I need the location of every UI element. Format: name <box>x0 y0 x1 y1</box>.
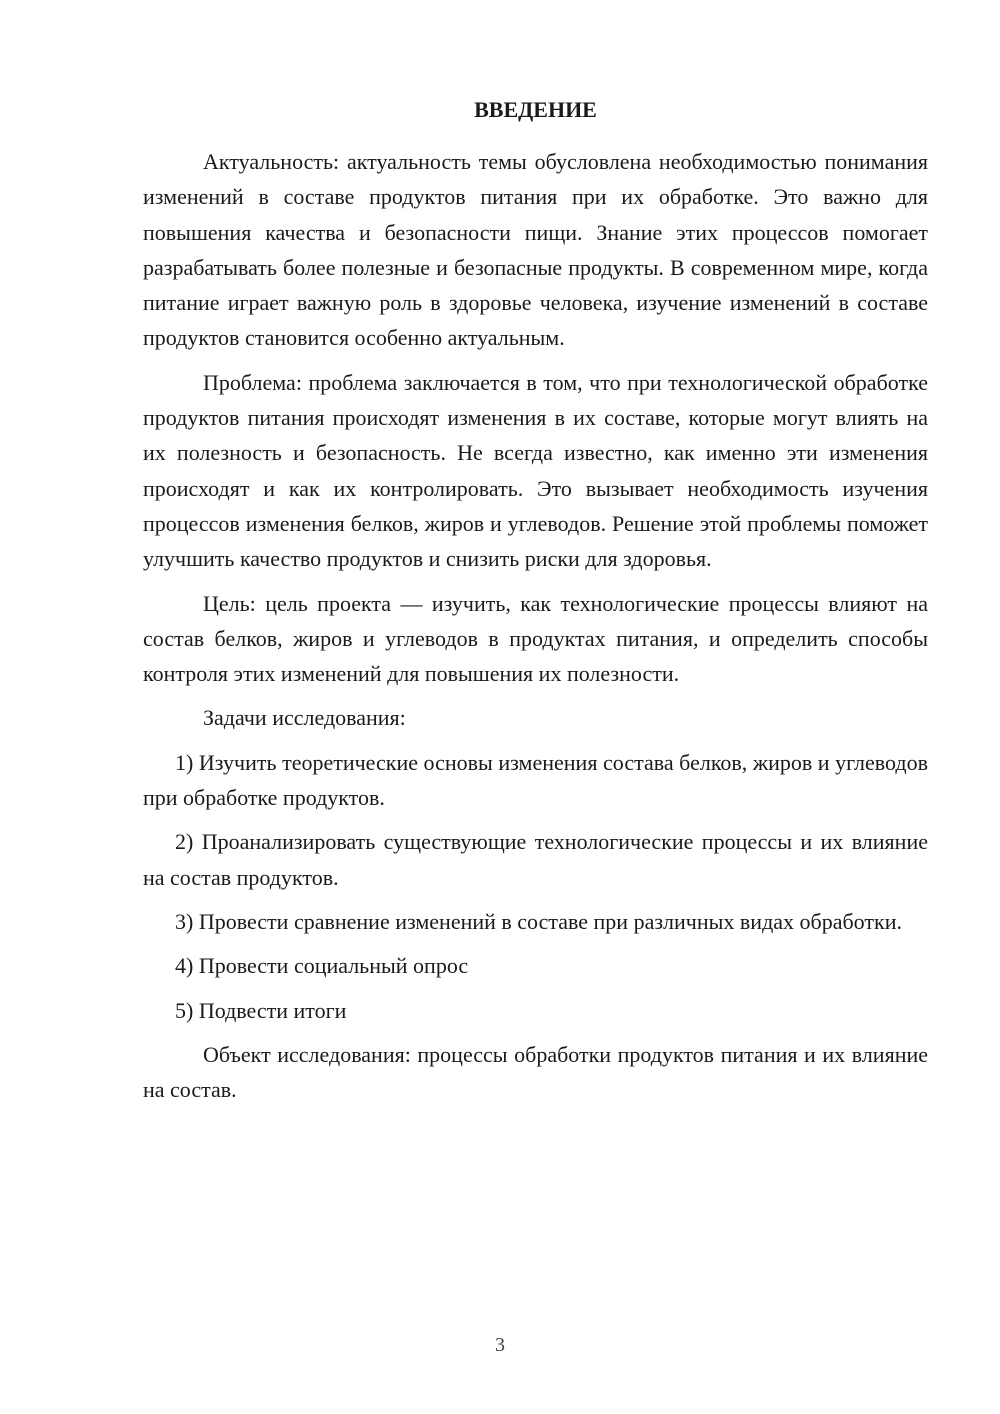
document-page <box>143 95 928 1116</box>
goal-paragraph: Цель: цель проекта — изучить, как технологические процессы влияют на состав белков, жиров и углеводов в продуктах питания, и определить способы контроля этих изменений для повышения их полезности. <box>143 590 928 687</box>
task-item-3: 3) Провести сравнение изменений в составе при различных видах обработки. <box>175 908 902 934</box>
task-item-5: 5) Подвести итоги <box>175 997 347 1023</box>
task-item-4: 4) Провести социальный опрос <box>175 953 469 979</box>
section-heading: ВВЕДЕНИЕ <box>474 97 597 122</box>
tasks-label: Задачи исследования: <box>203 705 406 731</box>
task-item-2: 2) Проанализировать существующие технологические процессы и их влияние на состав продуктов. <box>143 829 928 890</box>
relevance-paragraph: Актуальность: актуальность темы обусловлена необходимостью понимания изменений в составе продуктов питания при их обработке. Это важно для повышения качества и безопасности пищи. Знание этих процессов помогает разрабатывать более полезные и безопасные продукты. В современном мире, когда питание играет важную роль в здоровье человека, изучение изменений в составе продуктов становится особенно актуальным. <box>143 149 928 351</box>
problem-paragraph: Проблема: проблема заключается в том, что при технологической обработке продуктов питания происходят изменения в их составе, которые могут влиять на их полезность и безопасность. Не всегда известно, как именно эти изменения происходят и как их контролировать. Это вызывает необходимость изучения процессов изменения белков, жиров и углеводов. Решение этой проблемы поможет улучшить качество продуктов и снизить риски для здоровья. <box>143 369 928 572</box>
task-item-1: 1) Изучить теоретические основы изменения состава белков, жиров и углеводов при обработке продуктов. <box>143 749 928 811</box>
page-number: 3 <box>495 1334 505 1356</box>
object-paragraph: Объект исследования: процессы обработки продуктов питания и их влияние на состав. <box>143 1041 928 1103</box>
tasks-list <box>143 745 928 1028</box>
